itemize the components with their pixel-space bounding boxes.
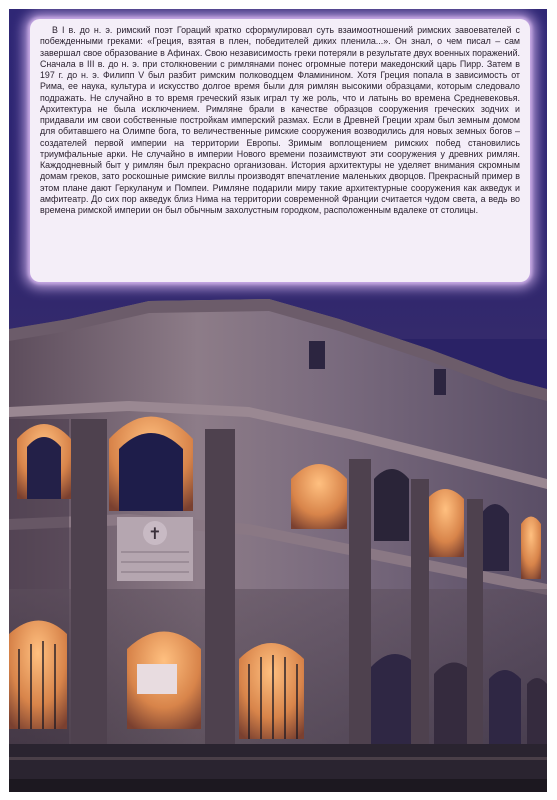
cross-icon: ✝ bbox=[148, 524, 162, 543]
article-text: В I в. до н. э. римский поэт Гораций кратко сформулировал суть взаимоотношений римских завоевателей с побежденными греками: «Греция, взятая в плен, победителей диких пленила...». Он знал, о чем писал – сам завершал свое образование в Афинах. Свою независимость греки потеряли в результате двух военных поражений. Сначала в III в. до н. э. при столкновении с римлянами понес огромные потери македонский царь Пирр. Затем в 197 г. до н. э. Филипп V был разбит римским полководцем Фламинином. Хотя Греция попала в зависимость от Рима, ее наука, культура и искусство долгое время были для римлян высокими образцами, которым следовало подражать. Не случайно в то время греческий язык играл ту же роль, что и латынь во времена Средневековья. Архитектура не была исключением. Римляне брали в качестве образцов сооружения греческих зодчих и придавали им свои собственные постройкам имперский размах. Если в Древней Греции храм был земным домом для обитавшего на Олимпе бога, то величественные римские сооружения возводились для новых земных богов – создателей первой империи на территории Европы. Зримым воплощением римских побед становились триумфальные арки. Не случайно в империи Нового времени позаимствуют эти сооружения у древних римлян. Каждодневный быт у римлян был прекрасно организован. История архитектуры не уделяет внимания скромным домам греков, зато роскошные римские виллы производят впечатление маленьких дворцов. Прекрасный пример в этом плане дают Геркуланум и Помпеи. Римляне подарили миру такие архитектурные сооружения как акведук и амфитеатр. До сих пор акведук близ Нима на территории современной Франции считается чудом света, а ведь во времена римской империи он был обычным захолустным городком, расположенным вдалеке от столицы. bbox=[40, 25, 520, 215]
memorial-plaque bbox=[117, 517, 193, 581]
text-panel bbox=[30, 19, 530, 282]
street bbox=[9, 744, 547, 792]
colosseum-photo bbox=[9, 289, 547, 792]
page bbox=[9, 9, 547, 792]
